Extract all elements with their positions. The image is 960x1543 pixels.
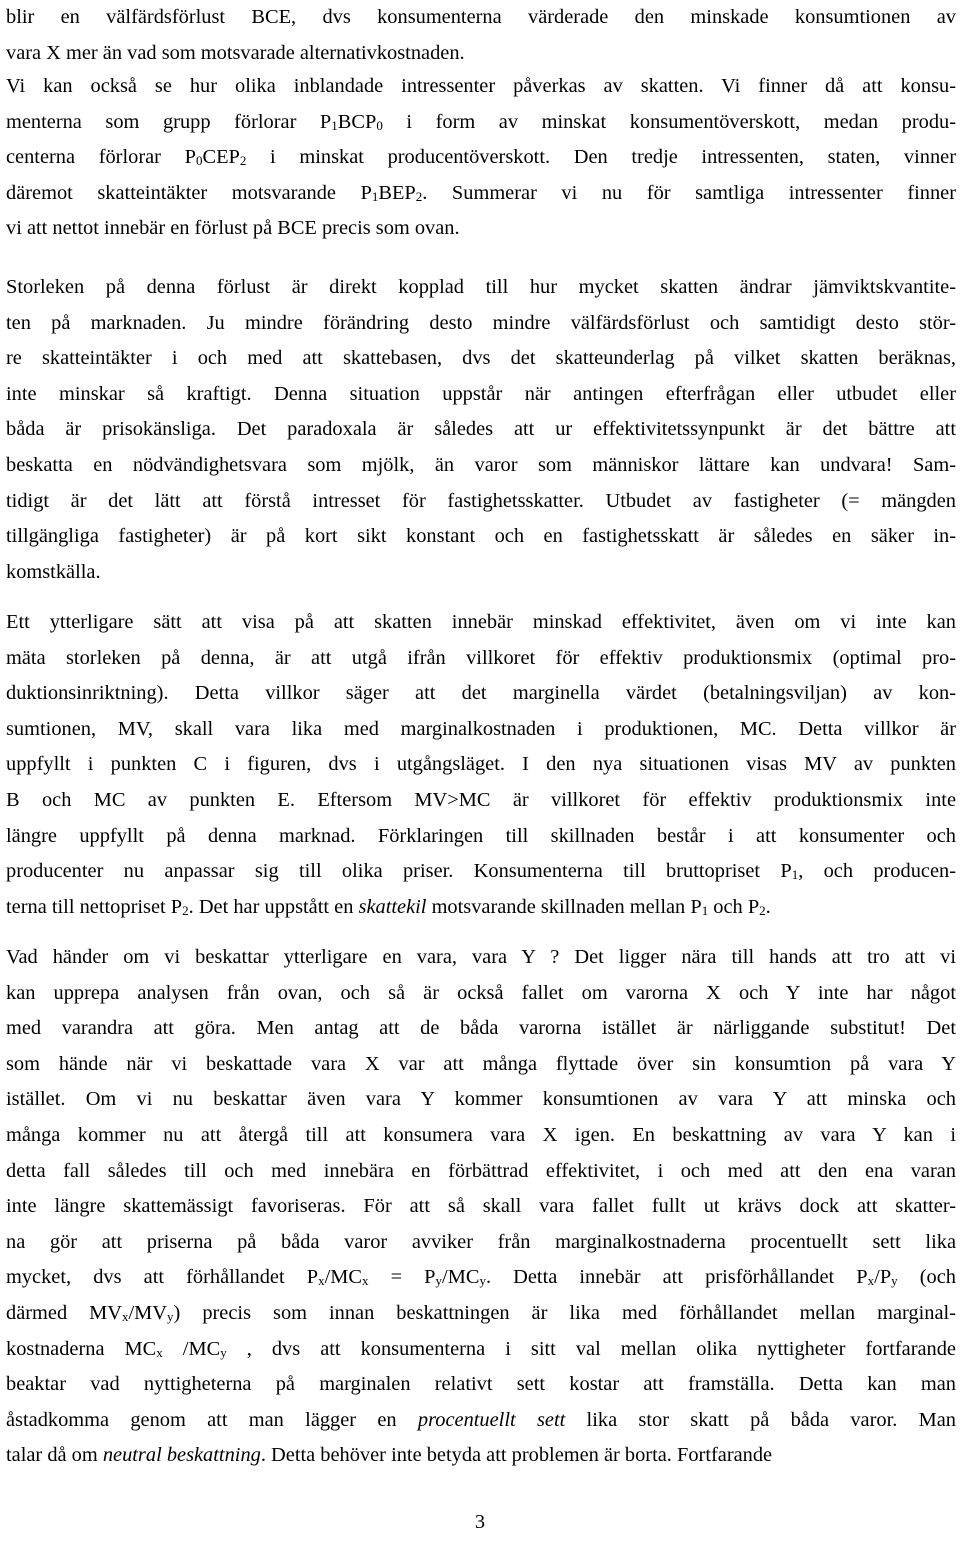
text-run: menterna som grupp förlorar P (6, 110, 332, 133)
text-line (6, 819, 956, 855)
paragraph (6, 605, 956, 925)
text-run: terna till nettopriset P (6, 895, 183, 918)
subscript: 2 (239, 153, 247, 169)
text-line (6, 377, 956, 413)
text-run: mäta storleken på denna, är att utgå ifrån villkoret för effektiv produktionsmix (optimal pro- (6, 646, 956, 669)
text-run: , dvs att konsumenterna i sitt val mellan olika nyttigheter fortfarande (226, 1337, 956, 1360)
text-line (6, 484, 956, 520)
subscript: x (867, 1273, 875, 1289)
subscript: y (220, 1344, 227, 1360)
text-line (6, 1438, 956, 1474)
text-run: istället. Om vi nu beskattar även vara Y kommer konsumtionen av vara Y att minska och (6, 1088, 956, 1111)
text-run: motsvarande skillnaden mellan P (426, 895, 702, 918)
emphasis-text: neutral beskattning (102, 1444, 261, 1467)
text-run: i minskat producentöverskott. Den tredje intressenten, staten, vinner (246, 146, 956, 169)
text-line (6, 940, 956, 976)
text-run: centerna förlorar P (6, 146, 196, 169)
text-run: längre uppfyllt på denna marknad. Förklaringen till skillnaden består i att konsumenter och (6, 824, 956, 847)
paragraph (6, 270, 956, 590)
text-run: lika stor skatt på båda varor. Man (565, 1408, 957, 1431)
text-run: båda är prisokänsliga. Det paradoxala är således att ur effektivitetssynpunkt är det bättre att (6, 418, 956, 441)
text-run: däremot skatteintäkter motsvarande P (6, 181, 372, 204)
text-run: detta fall således till och med innebära en förbättrad effektivitet, i och med att den ena varan (6, 1159, 956, 1182)
subscript: 2 (182, 902, 189, 918)
text-run: BCP (337, 110, 377, 133)
text-run: /MC (162, 1337, 221, 1360)
text-line (6, 783, 956, 819)
text-run: komstkälla. (6, 560, 101, 583)
text-run: . Summerar vi nu för samtliga intressenter finner (422, 181, 956, 204)
text-line (6, 105, 956, 141)
page-number: 3 (474, 1511, 486, 1533)
text-run: kostnaderna MC (6, 1337, 157, 1360)
text-run: beaktar vad nyttigheterna på marginalen relativt sett kostar att framställa. Detta kan man (6, 1373, 956, 1396)
text-line (6, 1260, 956, 1296)
text-run: inte längre skattemässigt favoriseras. För att så skall vara fallet fullt ut krävs dock att skatter- (6, 1195, 956, 1218)
emphasis-text: procentuellt sett (417, 1408, 566, 1431)
text-line (6, 448, 956, 484)
text-run: duktionsinriktning). Detta villkor säger att det marginella värdet (betalningsviljan) av kon- (6, 682, 956, 705)
text-run: mycket, dvs att förhållandet P (6, 1266, 319, 1289)
text-line (6, 747, 956, 783)
text-run: tillgängliga fastigheter) är på kort sikt konstant och en fastighetsskatt är således en säker in- (6, 525, 956, 548)
text-line (6, 1011, 956, 1047)
subscript: x (122, 1308, 129, 1324)
text-line (6, 1047, 956, 1083)
subscript: 0 (376, 117, 383, 133)
text-run: ten på marknaden. Ju mindre förändring desto mindre välfärdsförlust och samtidigt desto stör- (6, 311, 956, 334)
text-line (6, 519, 956, 555)
text-line (6, 1367, 956, 1403)
text-line (6, 36, 956, 72)
text-run: na gör att priserna på båda varor avviker från marginalkostnaderna procentuellt sett lika (6, 1230, 956, 1253)
text-line (6, 1118, 956, 1154)
text-run: vi att nettot innebär en förlust på BCE precis som ovan. (6, 217, 460, 240)
text-line (6, 270, 956, 306)
text-run: beskatta en nödvändighetsvara som mjölk, än varor som människor lättare kan undvara! Sam- (6, 453, 956, 476)
subscript: y (479, 1273, 486, 1289)
text-run: talar då om (6, 1444, 103, 1467)
text-run: och P (708, 895, 760, 918)
text-run: CEP (202, 146, 240, 169)
text-run: /MC (324, 1266, 362, 1289)
text-line (6, 306, 956, 342)
text-run: ) precis som innan beskattningen är lika med förhållandet mellan marginal- (173, 1301, 956, 1324)
text-run: (och (897, 1266, 957, 1289)
subscript: y (435, 1273, 443, 1289)
emphasis-text: skattekil (358, 895, 427, 918)
text-line (6, 712, 956, 748)
text-run: kan upprepa analysen från ovan, och så är också fallet om varorna X och Y inte har något (6, 981, 956, 1004)
text-line (6, 0, 956, 36)
text-line (6, 69, 956, 105)
text-run: . (765, 895, 771, 918)
subscript: 1 (331, 117, 338, 133)
subscript: y (891, 1273, 898, 1289)
text-line (6, 211, 956, 247)
text-run: vara X mer än vad som motsvarade alternativkostnaden. (6, 41, 465, 64)
subscript: x (361, 1273, 369, 1289)
text-line (6, 1225, 956, 1261)
text-line (6, 641, 956, 677)
text-run: med varandra att göra. Men antag att de båda varorna istället är närliggande substitut! Det (6, 1017, 956, 1040)
paragraph (6, 69, 956, 247)
text-run: /MV (128, 1301, 168, 1324)
subscript: 2 (415, 188, 423, 204)
text-run: Vad händer om vi beskattar ytterligare en vara, vara Y ? Det ligger nära till hands att tro att vi (6, 946, 956, 968)
subscript: 0 (195, 153, 203, 169)
text-run: sumtionen, MV, skall vara lika med marginalkostnaden i produktionen, MC. Detta villkor är (6, 717, 956, 740)
text-line (6, 676, 956, 712)
text-line (6, 1189, 956, 1225)
subscript: 1 (371, 188, 379, 204)
text-run: i form av minskat konsumentöverskott, medan produ- (382, 110, 957, 133)
paragraph (6, 0, 956, 71)
text-line (6, 176, 956, 212)
text-run: . Detta behöver inte betyda att problemen är borta. Fortfarande (260, 1444, 773, 1467)
text-line (6, 976, 956, 1012)
text-run: BEP (378, 181, 416, 204)
text-run: Storleken på denna förlust är direkt kopplad till hur mycket skatten ändrar jämviktskvantite- (6, 276, 956, 298)
text-line (6, 1154, 956, 1190)
text-run: inte minskar så kraftigt. Denna situation uppstår när antingen efterfrågan eller utbudet eller (6, 382, 956, 405)
text-run: . Detta innebär att prisförhållandet P (485, 1266, 868, 1289)
text-line (6, 890, 956, 926)
text-run: /P (874, 1266, 892, 1289)
text-run: Ett ytterligare sätt att visa på att skatten innebär minskad effektivitet, även om vi inte kan (6, 611, 956, 633)
text-line (6, 1332, 956, 1368)
text-line (6, 854, 956, 890)
text-line (6, 412, 956, 448)
subscript: x (156, 1344, 163, 1360)
text-line (6, 140, 956, 176)
text-line (6, 341, 956, 377)
subscript: x (318, 1273, 325, 1289)
text-line (6, 1403, 956, 1439)
text-run: därmed MV (6, 1301, 122, 1324)
text-run: blir en välfärdsförlust BCE, dvs konsumenterna värderade den minskade konsumtionen av (6, 6, 956, 28)
text-run: tidigt är det lätt att förstå intresset för fastighetsskatter. Utbudet av fastigheter (= mängden (6, 489, 956, 512)
text-run: re skatteintäkter i och med att skattebasen, dvs det skatteunderlag på vilket skatten beräknas, (6, 347, 956, 370)
subscript: 2 (759, 902, 766, 918)
text-run: . Det har uppstått en (188, 895, 359, 918)
text-line (6, 1082, 956, 1118)
paragraph (6, 940, 956, 1474)
text-run: = P (368, 1266, 436, 1289)
text-run: många kommer nu att återgå till att konsumera vara X igen. En beskattning av vara Y kan i (6, 1123, 956, 1146)
text-run: producenter nu anpassar sig till olika priser. Konsumenterna till bruttopriset P (6, 860, 792, 883)
text-run: B och MC av punkten E. Eftersom MV>MC är villkoret för effektiv produktionsmix inte (6, 788, 956, 811)
text-run: , och producen- (798, 860, 956, 883)
subscript: 1 (791, 867, 799, 883)
text-line (6, 1296, 956, 1332)
text-line (6, 555, 956, 591)
text-run: /MC (442, 1266, 480, 1289)
text-run: uppfyllt i punkten C i figuren, dvs i utgångsläget. I den nya situationen visas MV av punkten (6, 753, 956, 776)
text-line (6, 605, 956, 641)
subscript: 1 (701, 902, 709, 918)
text-run: Vi kan också se hur olika inblandade intressenter påverkas av skatten. Vi finner då att konsu- (6, 75, 956, 97)
text-run: som hände när vi beskattade vara X var att många flyttade över sin konsumtion på vara Y (6, 1052, 956, 1075)
text-run: åstadkomma genom att man lägger en (6, 1408, 418, 1431)
subscript: y (167, 1308, 174, 1324)
